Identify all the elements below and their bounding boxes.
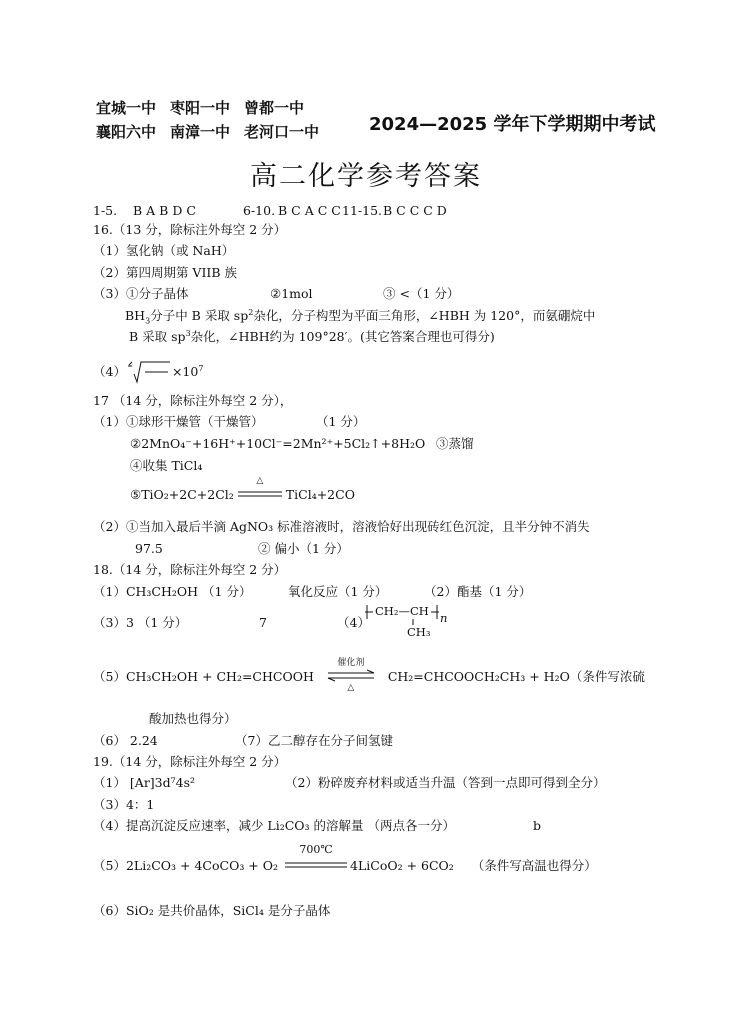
polymer-degree: n xyxy=(440,611,448,625)
q18-answer-5-continued: 酸加热也得分） xyxy=(149,711,237,726)
q17-answer-1-4: ④收集 TiCl₄ xyxy=(130,458,203,473)
q16-answer-1: （1）氢化钠（或 NaH） xyxy=(93,243,235,258)
q17-answer-2-1: （2）①当加入最后半滴 AgNO₃ 标准溶液时，溶液恰好出现砖红色沉淀，且半分钟不消失 xyxy=(93,519,590,534)
exam-title: 2024—2025 学年下学期期中考试 xyxy=(369,114,656,135)
q16-heading: 16.（13 分，除标注外每空 2 分） xyxy=(93,222,287,237)
q19-answer-4b: b xyxy=(533,818,542,833)
q18-answer-1b: 氧化反应（1 分） xyxy=(288,584,388,599)
q18-answer-1: （1）CH₃CH₂OH （1 分） xyxy=(93,584,252,599)
q18-answer-3: （3）3 （1 分） xyxy=(93,615,188,630)
q19-heading: 19.（14 分，除标注外每空 2 分） xyxy=(93,754,287,769)
q16-answer-4: $(4) \times 10^7$ xyxy=(93,360,203,384)
q19-answer-4: （4）提高沉淀反应速率，减少 Li₂CO₃ 的溶解量 （两点各一分） xyxy=(93,818,456,833)
q17-answer-1-1: （1）①球形干燥管（干燥管） xyxy=(93,414,264,429)
polymer-structure xyxy=(365,603,455,637)
school-name: 襄阳六中 xyxy=(96,123,157,141)
q17-answer-1-2: ②2MnO₄⁻+16H⁺+10Cl⁻=2Mn²⁺+5Cl₂↑+8H₂O xyxy=(130,436,426,451)
reaction-arrow: 700℃ xyxy=(299,843,333,856)
equilibrium-arrow: △ xyxy=(256,476,264,486)
q18-heading: 18.（14 分，除标注外每空 2 分） xyxy=(93,562,287,577)
q16-explanation-line-2: B 采取 $sp^3$杂化，∠HBH约为 109°28′。(其它答案合理也可得分) xyxy=(129,328,495,344)
page-title: 高二化学参考答案 xyxy=(250,161,482,192)
mc-group-1-label: 1-5. xyxy=(93,203,118,218)
mc-group-3: B C C C D xyxy=(383,203,447,218)
school-list-row1 xyxy=(96,97,318,118)
q17-answer-1-1-points: （1 分） xyxy=(316,414,366,429)
q19-answer-3: （3）4：1 xyxy=(93,797,155,812)
school-name: 曾都一中 xyxy=(244,99,305,117)
sqrt-expression xyxy=(126,360,172,384)
q17-answer-2-3: ② 偏小（1 分） xyxy=(258,541,349,556)
q18-answer-7: （7）乙二醇存在分子间氢键 xyxy=(235,733,393,748)
mc-group-2-label: 6-10. xyxy=(243,203,276,218)
polymer-chain: CH₂—CH xyxy=(375,604,429,618)
q18-answer-2: （2）酯基（1 分） xyxy=(424,584,532,599)
q19-answer-6: （6）SiO₂ 是共价晶体，SiCl₄ 是分子晶体 xyxy=(93,903,331,918)
q17-heading: 17 （14 分，除标注外每空 2 分）， xyxy=(93,393,293,408)
school-name: 宜城一中 xyxy=(96,99,157,117)
school-name: 枣阳一中 xyxy=(170,99,231,117)
q16-answer-3-1: （3）①分子晶体 xyxy=(93,286,189,301)
q19-answer-2: （2）粉碎废弃材料或适当升温（答到一点即可得到全分） xyxy=(285,775,606,790)
reversible-arrow: 催化剂 △ xyxy=(326,669,376,683)
q17-answer-2-2: 97.5 xyxy=(135,541,163,556)
school-name: 老河口一中 xyxy=(244,123,320,141)
q16-explanation-line-1: $BH_3$分子中 B 采取 $sp^2$杂化，分子构型为平面三角形，∠HBH 为 120°，而氨硼烷中 xyxy=(125,307,596,326)
q16-answer-2: （2）第四周期第 VIIB 族 xyxy=(93,265,237,280)
polymer-side-group: CH₃ xyxy=(407,625,431,639)
mc-group-2: B C A C C xyxy=(278,203,341,218)
q19-answer-5-equation: （5）2Li₂CO₃ + 4CoCO₃ + O₂ 700℃ 4LiCoO₂ + 6CO₂ （条件写高温也得分） xyxy=(93,843,597,873)
q18-answer-6: （6） 2.24 xyxy=(93,733,158,748)
q16-answer-3-2: ②1mol xyxy=(270,286,313,301)
mc-group-3-label: 11-15. xyxy=(342,203,383,218)
q17-answer-1-5-equation: ⑤TiO₂+2C+2Cl₂ △ TiCl₄+2CO xyxy=(130,476,355,502)
school-name: 南漳一中 xyxy=(170,123,231,141)
q19-answer-1: （1） [Ar]3d⁷4s² xyxy=(93,775,196,790)
q18-answer-4-label: （4） xyxy=(337,615,370,630)
school-list-row2 xyxy=(96,121,333,142)
mc-group-1: B A B D C xyxy=(133,203,196,218)
q16-answer-3-3: ③ <（1 分） xyxy=(383,286,460,301)
q18-answer-5-equation: （5）CH₃CH₂OH + CH₂=CHCOOH 催化剂 △ CH₂=CHCOOCH₂CH₃ + H₂O（条件写浓硫 xyxy=(93,658,645,693)
q18-answer-3b: 7 xyxy=(259,615,267,630)
q17-answer-1-3: ③蒸馏 xyxy=(436,436,474,451)
